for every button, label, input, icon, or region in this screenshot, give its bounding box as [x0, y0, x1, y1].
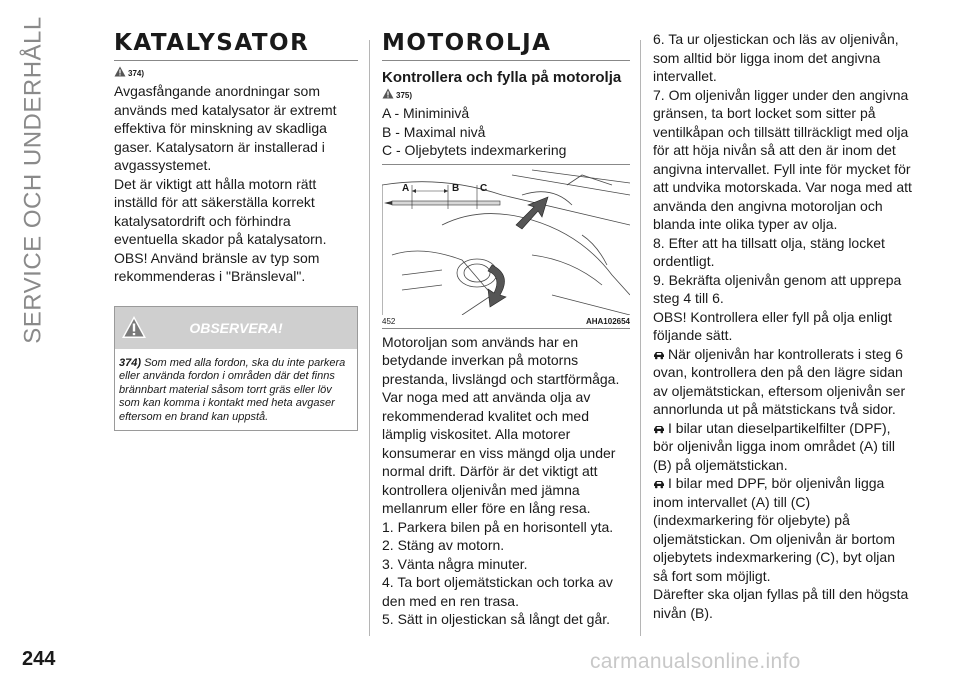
paragraph: Därefter ska oljan fyllas på till den högsta nivån (B).	[653, 586, 909, 621]
column-divider	[369, 40, 370, 636]
step: 1. Parkera bilen på en horisontell yta.	[382, 518, 614, 535]
step: 4. Ta bort oljemätstickan och torka av den med en ren trasa.	[382, 574, 613, 609]
section-title-text: SERVICE OCH UNDERHÅLL	[20, 16, 47, 344]
warning-triangle-icon	[121, 315, 147, 339]
warning-ref	[114, 66, 358, 82]
paragraph: Det är viktigt att hålla motorn rätt inställd för att säkerställa korrekt katalysatordrift och förhindra eventuella skador på katalysatorn.	[114, 175, 327, 247]
paragraph: Avgasfångande anordningar som används med katalysator är extremt effektiva för minskning av skadliga gaser. Katalysatorn är installerad i avgassystemet.	[114, 83, 337, 173]
dipstick-label-b: B	[452, 182, 460, 194]
warning-title: OBSERVERA!	[189, 319, 283, 336]
warning-header	[115, 307, 357, 349]
section-side-title	[6, 16, 62, 344]
engine-drawing	[382, 165, 630, 315]
car-icon	[653, 350, 665, 360]
dipstick-label-a: A	[402, 182, 410, 194]
warning-text: Som med alla fordon, ska du inte parkera eller använda fordon i områden där det finns brännbart material såsom torrt gräs eller löv som kan komma i kontakt med heta avgaser eftersom en brand kan uppstå.	[119, 356, 346, 423]
watermark: carmanualsonline.info	[590, 650, 801, 673]
warning-number: 374)	[119, 356, 142, 369]
note: OBS! Kontrollera eller fyll på olja enligt följande sätt.	[653, 308, 892, 343]
paragraph: OBS! Använd bränsle av typ som rekommenderas i "Bränsleval".	[114, 249, 320, 284]
engine-oil-subheading: Kontrollera och fylla på motorolja	[382, 69, 622, 86]
legend-item: A - Miniminivå	[382, 105, 470, 121]
ref-number: 375)	[396, 91, 413, 100]
paragraph: Motoroljan som används har en betydande inverkan på motorns prestanda, livslängd och startförmåga. Var noga med att använda olja av rekommenderad kvalitet och med lämplig viskositet. Alla motorer konsumerar en viss mängd olja under normal drift. Därför är det viktigt att kontrollera oljenivån med jämna mellanrum eller före en lång resa.	[382, 333, 620, 516]
car-note-text: I bilar utan dieselpartikelfilter (DPF), bör oljenivån ligga inom området (A) till (B) på oljemätstickan.	[653, 419, 895, 473]
oil-steps-column	[653, 30, 913, 622]
car-icon	[653, 424, 665, 434]
page-number: 244	[22, 648, 56, 670]
legend-item: C - Oljebytets indexmarkering	[382, 142, 567, 158]
dipstick-illustration	[382, 164, 630, 315]
step: 8. Efter att ha tillsatt olja, stäng locket ordentligt.	[653, 234, 885, 269]
warning-ref	[382, 88, 630, 104]
car-note	[653, 345, 913, 419]
step: 7. Om oljenivån ligger under den angivna gränsen, ta bort locket som sitter på ventilkåpan och tillsätt tillräckligt med olja för att höja nivån så att den är inom det angivna intervallet. Fyll inte för mycket för att undvika motorskada. Var noga med att använda den angivna motoroljan och blanda inte olika typer av olja.	[653, 86, 912, 232]
catalyst-column	[114, 30, 358, 431]
step: 6. Ta ur oljestickan och läs av oljenivån, som alltid bör ligga inom det angivna intervallet.	[653, 31, 899, 84]
warning-triangle-icon	[382, 88, 394, 99]
step: 3. Vänta några minuter.	[382, 555, 528, 572]
ref-number: 374)	[128, 69, 145, 78]
warning-body	[115, 349, 357, 431]
column-divider	[640, 40, 641, 636]
step: 2. Stäng av motorn.	[382, 537, 505, 553]
engine-oil-column	[382, 30, 630, 629]
step: 9. Bekräfta oljenivån genom att upprepa steg 4 till 6.	[653, 271, 902, 306]
dipstick-label-c: C	[480, 182, 488, 194]
car-icon	[653, 479, 665, 489]
engine-oil-heading: MOTOROLJA	[382, 30, 630, 61]
figure-code: AHA102654	[585, 316, 630, 326]
catalyst-heading: KATALYSATOR	[114, 30, 358, 61]
car-note-text: När oljenivån har kontrollerats i steg 6 ovan, kontrollera den på den lägre sidan av oljemätstickan, eftersom oljenivån ser annorlunda ut på mätstickans två sidor.	[653, 345, 906, 417]
warning-box	[114, 306, 358, 432]
figure-caption	[382, 315, 630, 329]
figure-number: 452	[382, 316, 396, 326]
car-note	[653, 474, 913, 585]
car-note	[653, 419, 913, 475]
warning-triangle-icon	[114, 66, 126, 77]
car-note-text: I bilar med DPF, bör oljenivån ligga inom intervallet (A) till (C) (indexmarkering för oljebyte) på oljemätstickan. Om oljenivån är bortom oljebytets indexmarkering (C), byt oljan så fort som möjligt.	[653, 475, 895, 584]
legend-item: B - Maximal nivå	[382, 123, 486, 140]
step: 5. Sätt in oljestickan så långt det går.	[382, 611, 611, 627]
